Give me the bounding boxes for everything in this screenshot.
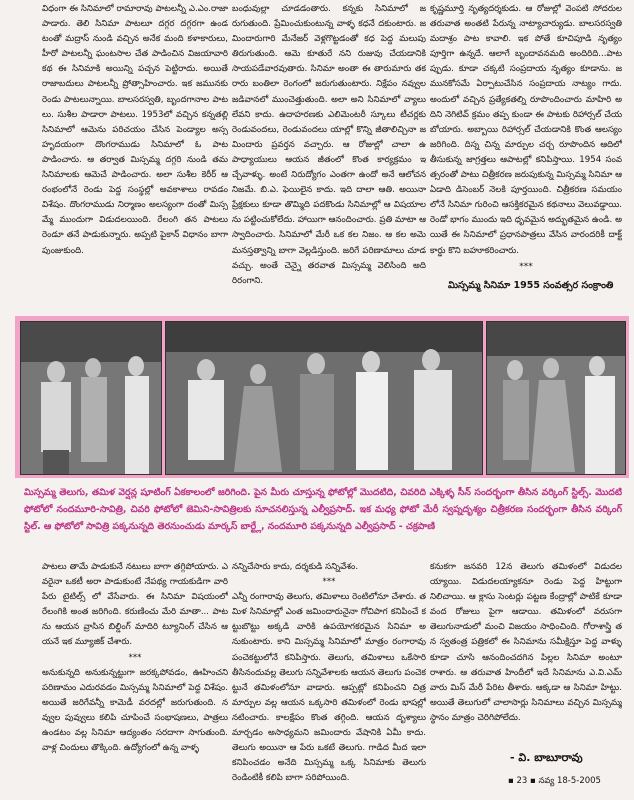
- article-column-bottom-left: [42, 560, 228, 800]
- section-divider-stars: ***: [128, 652, 142, 663]
- caption-text: మిస్సమ్మ తెలుగు, తమిళ వెర్షన్ల షూటింగ్ ఏకకాలంలో జరిగింది. పైన మీరు చూస్తున్న ఫోటోల్లో మొదటిది, చివరిది ఎక్కిళ్ళ సీన్ సందర్భంగా తీసిన వర్కింగ్ స్టిల్స్. మొదటి ఫోటోలో నందమూరి-సావిత్రి, చివరి ఫోటోలో జెమిని-సావిత్రిలకు సూచనలిస్తున్న ఎల్వీప్రసాద్. ఇక మధ్య ఫోటో మేరీ స్వప్నదృశ్యం చిత్రీకరణ సందర్భంగా తీసిన వర్కింగ్ స్టిల్. ఆ ఫోటోలో సావిత్రి పక్కనున్నది తెరనుంచుడు మార్కస్ బార్ట్లే, నందమూరి పక్కనున్నది ఎల్వీప్రసాద్ - చక్రపాణి: [24, 487, 622, 532]
- photo-still-1: [20, 321, 162, 475]
- photo-caption: [24, 484, 622, 535]
- section-subhead: మిస్సమ్మ సినిమా 1955 సంవత్సర సంక్రాంతి: [448, 280, 614, 291]
- photo-still-3: [486, 321, 626, 475]
- photo-still-2: [165, 321, 483, 475]
- article-text: కృష్ణమూర్తి నృత్యదర్శకుడు. ఆ రోజుల్లో వెంపటి సోదరుల తరువాత అంతటి పేరున్న నాట్యాచార్యుడు. బాలసరస్వతి మదాశ్రం పాట కావాలి. ఇక పోతే కూచిపూడి నృత్యం పూర్తిగా ఉన్నదే. ఆలాగే బృందావనమది అందిరిది...పాటప్పుడు. కూడా చక్కటి సంప్రదాయ నృత్యం కూడాను. జమునకోసమే ఏర్పాటుచేసిన సంప్రదాయ నాట్యం గాదు. అందులో వచ్చిన ప్రత్యేకతల్ని రూపొందించారు మాహిరి అదిని నెగిటివ్ క్రమం తప్ప కుండా ఈ పాటకు రిహార్సల్ చేయబోయారు. అబ్బాయి రిహార్సల్ చేయడానికి కొంత ఆలస్యం జరిగింది. దిస్న చిన్న మార్పుల చర్చ రూపొందిన ఆదిలో తీసుకున్న జాగ్రత్తలు ఆపాటల్లో కనిపిస్తాయి. 1954 సంవత్సరంతో పాటు చిత్రీకరణ జరుపుకున్న మిస్సమ్మ సినిమా ఆ ఏడాది డిసెంబర్ నెలకి పూర్తయింది. చిత్రీకరణ సమయం లోనే సినిమా గురించి ఆసక్తికరమైన కథనాలు వెలువడ్డాయి. రెండో భాగం ముందు ఇది ధృవమైన అద్భుతమైన ఉండి. అయితే ఈ సినిమాలో ప్రధానపాత్రలు వేసిన వారందరికీ దాక్ట్ కార్డు కొని బహూకరించారు.: [430, 4, 622, 256]
- article-text: విధంగా ఈ సినిమాలో రామారావు పాటలన్నీ ఎ.ఎం.రాజా పాడారు. తెలి సినిమా పాటలూ దగ్గర దగ్గరగా ఉండటంతో మద్రాస్ నుండి వచ్చిన అనేక మంది కళాకారులు, హీరో పాటలన్నీ ఘంటసాల చేత పాడించిన విజయావారి కథ ఈ సినిమాకి అయిన్ని పచ్చన పెట్టిరాదు. అయితే రాజాబదులు పాటలన్నీ ప్రోత్సాహించారు. ఇక జమునకు రెండు పాటలున్నాయి. బాలసరస్వతి, బృందగానాల పాటలు. సుశీల పాడారా పాటలు. 1953లో వచ్చిన కన్నతల్లి సినిమాలో ఆమెను పరిచయం చేసిన పెండ్యాల అస్సహృదయంగా దొంగరాముడు సినిమాలో ఓ పాట పాడించారు. ఆ తర్వాత మిస్సమ్మ దగ్గరి నుండి తమ సినిమాలకు ఆమెచే పాడించారు. అలా సుశీల కెరీర్ ఆరంభంలోనే రెండు పెద్ద సంస్థల్లో అవకాశాలు రావడం విశేషం. దొంగరాముడు నిర్మాణం అలస్యంగా దంతో మిస్సమ్మే ముందుగా విడుదలయింది. రేలంగి తన పాటలు రెండూ తనే పాడుకున్నారు. అప్పటి పైకాన్ విధానం బాగా పుంజుకుంది.: [42, 4, 228, 256]
- article-column-bottom-right: [430, 560, 622, 750]
- author-credit: - వి. బాబూరావు: [510, 751, 583, 764]
- article-text: అనుకున్నది అనుకున్నట్టుగా జరక్కపోవడం, ఊహించని పరిణామం ఎదురవడం మిస్సమ్మ సినిమాలో పెద్ద విశేషం. అయితే జరిగేవన్నీ కామెడీ వరదల్లో జరుగుతుంది. నవ్వుల పువ్వులు కలిపి చూపించే సంభాషణలు, పాత్రలు ఉండటం వల్ల సినిమా ఆద్యంతం సరదాగా సాగుతుంది. వాళ్ల చిందులు తొక్కింది. ఉద్యోగంలో ఉన్న వాళ్ళ: [42, 667, 228, 754]
- article-text: నన్నిచేసారు కాదు, దర్శకుడి సన్నివేశం.: [232, 562, 359, 572]
- article-text: ఎన్నీ రంగారావు తెలుగు, తమిళాలు రెంటిలోనూ చేశారు. తమిళ సినిమాల్లో ఎంత జమిందారునైనా గోచిపాగ కనిపించే కట్టుబొట్టు అక్కడి వారికి ఉపయోగకరమైన సినిమా అనుకుంటారు. కాని మిస్సమ్మ సినిమాలో మాత్రం రంగారావు పంచెకట్టులోనే కనిపిస్తారు. తెలుగు, తమిళాలు ఒకేసారి తీసినందువల్ల తెలుగు సన్నివేశాలకు ఆయన తెలుగు పంచెకట్టునే తమిళంలోనూ వాడారు. ఆప్పట్లో కనిపించని చిత్ర మార్పుల వల్ల ఆయన ఒక్కసారి తమిళంలో రెండు భాషల్లో నటించారు. కాలక్షేపం కొంత తగ్గింది. ఆయన దృశ్యాలు మార్చడం అసాధ్యమని జమిందారు వేషానికి ఏమీ కాదు. తెలుగు అయినా ఆ పేరు ఒకటే తెలుగు. గాడిద మీద ఇలా కనిపించడం అనేది మిస్సమ్మ ఒక్క సినిమాకు తెలుగు రెండింటికీ కలిపి బాగా సరిపోయింది.: [232, 592, 426, 784]
- article-column-bottom-middle: [232, 560, 426, 800]
- page-footer: ▪ 23 ▪ నవ్య 18-5-2005: [508, 776, 601, 786]
- article-text: పాటలు తామే పాడుకునే నటులు బాగా తగ్గిపోయారు. ఎవరైనా ఒకటీ అరా పాడుకుంటే నేపథ్య గాయకుడిగా వారి పేరు టైటిల్స్ లో వేసేవారు. ఈ సినిమా విషయంలో రేలంగికి అంత జరిగింది. కరుణించు మేరి మాతా... పాటను ఆయన వ్రాసిన బిల్డింగ్ మాదిరి ట్యూనింగ్ చేసిన ఆయనే ఇక మ్యూజిక్ చేశారు.: [42, 562, 228, 648]
- article-column-top-right: [430, 2, 622, 260]
- section-divider-stars: ***: [519, 262, 533, 272]
- section-divider-stars: ***: [322, 577, 336, 588]
- article-text: బంధువుల్లా చూడడంతారు. కన్నకు సినిమాలో జరుగుతుంది. ప్రేమించుకుంటున్న వాళ్ళ కధనే దకుంటారు. జమిందారుగారి మేనేజర్ వెళ్లగొట్టడంతో కధ పెద్ద మలుపు తిరుగుతుంది. ఆమె కూతురే నని రుజువు చేయడానికి సాయపడేవారవుతారు. సినిమా అంతా ఈ తారుమారు తకరారు బంతిలా రెంగంలో జరుగుతుంటారు. నిక్షేపం నవ్వుల జడివానలో ముంచెత్తుతుంది. అలా అని సినిమాలో వ్యాలు లేవని కాదు. ఉదాహరణకు ఎలిమెంటరీ స్కూలు టీచర్లకు రెండువందలు, రెండువందలు యాల్లో కొన్ని జీతాలిచ్చినా జమిందారు ప్రవర్తన వచ్చారు. ఆ రోజుల్లో చాలా ఉపాధ్యాయులు ఆయన జీతంలో కొంత కార్యక్రమం ఇచ్చేవాళ్ళు. అంటే నిరుద్యోగం ఎంతగా ఉందో అనే ఆలోచన నిజమే. బి.ఎ. ఫెయిలైన కాదు. ఇది దాలా ఆతి. అయినా ప్రేక్షకులు కూడా తొమ్మిది పదకొండు సినిమాల్లో ఆ విషయాలను పట్టించుకోలేదు. హాయిగా ఆనందించారు. ప్రతి మాటా ఆస్వాదించారు. సినిమాలో మేరీ ఒక కల నిజం. ఆ కల అమె మనస్తత్వాన్ని బాగా వెల్లడిస్తుంది. జరిగే పరిణామాలు చూడవచ్చు. అంతే చెన్నై తరవాత మిస్సమ్మ వెలిసింది అది రిరంగాని.: [232, 4, 426, 286]
- article-column-top-left: [42, 2, 228, 308]
- article-column-top-middle: [232, 2, 426, 308]
- article-text: కనుకగా జనవరి 12న తెలుగు తమిళంలో విడుదలయ్యాయి. విడుదలయ్యాకనూ రెండు పెద్ద హిట్టుగా నిలిచాయి. ఆ క్లాసు సెంటర్లు పట్టణ కేంద్రాల్లో పాటికే కూడా వంద రోజులు పైగా ఆడాయి. తమిళంలో వరుసగా తెలుగునాడులో మంచి విజయం సాధించింది. గోరాశాస్త్రి తన స్వతంత్ర పత్రికలో ఈ సినిమాను సమీక్షిస్తూ పెద్ద వాళ్ళు కూడా చూసి ఆనందించదగిన పిల్లల సినిమా అంటూ రాశారు. ఆ తరువాత హిందీలో ఇదే సినిమాను ఎ.వి.ఎమ్ వారు మిస్ మేరీ పేరిట తీశారు. ఆక్కడా ఆ సినిమా హిట్టు. అయితే తెలుగులో చాలాసార్లు సినిమాలు వచ్చిన మిస్సమ్మ స్థానం మాత్రం చెరిగిపోలేదు.: [430, 562, 622, 723]
